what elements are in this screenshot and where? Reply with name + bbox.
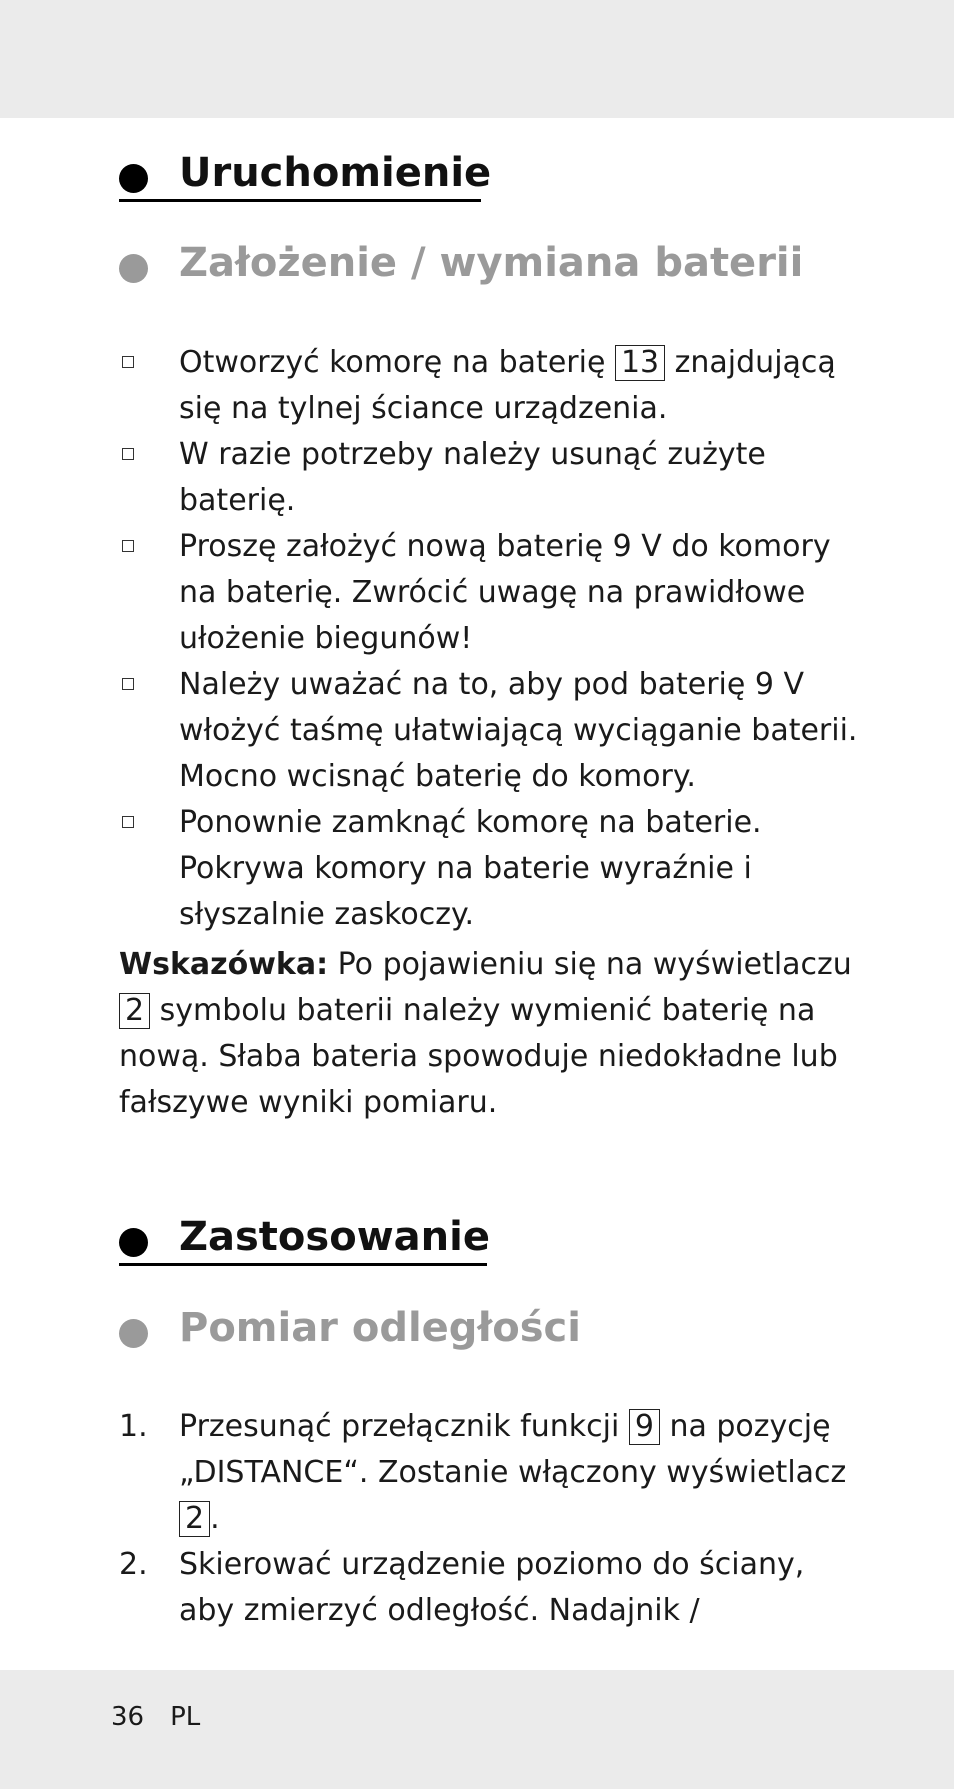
section-heading-use [119,1214,490,1264]
heading-text: Pomiar odległości [179,1305,581,1351]
reference-number-box: 2 [119,993,150,1029]
hint-text: Po pojawieniu się na wyświetlaczu [328,947,852,982]
checkbox-square-icon [122,356,134,368]
bullet-dot-icon [119,254,148,283]
heading-text: Założenie / wymiana baterii [179,240,804,286]
page-footer [111,1702,226,1732]
step-text: W razie potrzeby należy usunąć zużyte baterię. [179,437,766,518]
list-item [119,340,859,432]
step-text: Skierować urządzenie poziomo do ściany, aby zmierzyć odległość. Nadajnik / [179,1547,805,1628]
step-text: Przesunąć przełącznik funkcji [179,1409,629,1444]
bullet-dot-icon [119,164,148,193]
bullet-dot-icon [119,1319,148,1348]
list-item [119,1404,859,1542]
checkbox-square-icon [122,816,134,828]
heading-text: Zastosowanie [179,1214,490,1260]
list-item [119,662,859,800]
hint-note [119,942,859,1126]
bullet-dot-icon [119,1228,148,1257]
heading-text: Uruchomienie [179,150,492,196]
page-top-band [0,0,954,118]
step-number: 1. [119,1409,148,1444]
distance-steps-list [119,1404,859,1634]
step-text: . [210,1501,220,1536]
heading-underline [119,199,481,202]
list-item [119,524,859,662]
list-item [119,432,859,524]
reference-number-box: 2 [179,1501,210,1537]
list-item [119,800,859,938]
section-heading-battery [119,240,803,286]
reference-number-box: 13 [615,345,665,381]
section-heading-start [119,150,491,200]
list-item [119,1542,859,1634]
step-text: Należy uważać na to, aby pod baterię 9 V włożyć taśmę ułatwiającą wyciąganie baterii. Mocno wcisnąć baterię do komory. [179,667,858,794]
heading-underline [119,1263,487,1266]
hint-text: symbolu baterii należy wymienić baterię na nową. Słaba bateria spowoduje niedokładne lub fałszywe wyniki pomiaru. [119,993,838,1120]
checkbox-square-icon [122,678,134,690]
step-text: znajdującą się na tylnej ściance urządzenia. [179,345,836,426]
reference-number-box: 9 [629,1409,660,1445]
checkbox-square-icon [122,448,134,460]
section-heading-distance [119,1305,581,1351]
step-text: Ponownie zamknąć komorę na baterie. Pokrywa komory na baterie wyraźnie i słyszalnie zaskoczy. [179,805,762,932]
language-code: PL [170,1702,201,1732]
battery-steps-list [119,340,859,938]
step-text: na pozycję „DISTANCE“. Zostanie włączony wyświetlacz [179,1409,847,1490]
hint-label: Wskazówka: [119,947,329,982]
step-number: 2. [119,1547,148,1582]
step-text: Otworzyć komorę na baterię [179,345,615,380]
page-number: 36 [111,1702,145,1732]
checkbox-square-icon [122,540,134,552]
step-text: Proszę założyć nową baterię 9 V do komory na baterię. Zwrócić uwagę na prawidłowe ułożenie biegunów! [179,529,831,656]
